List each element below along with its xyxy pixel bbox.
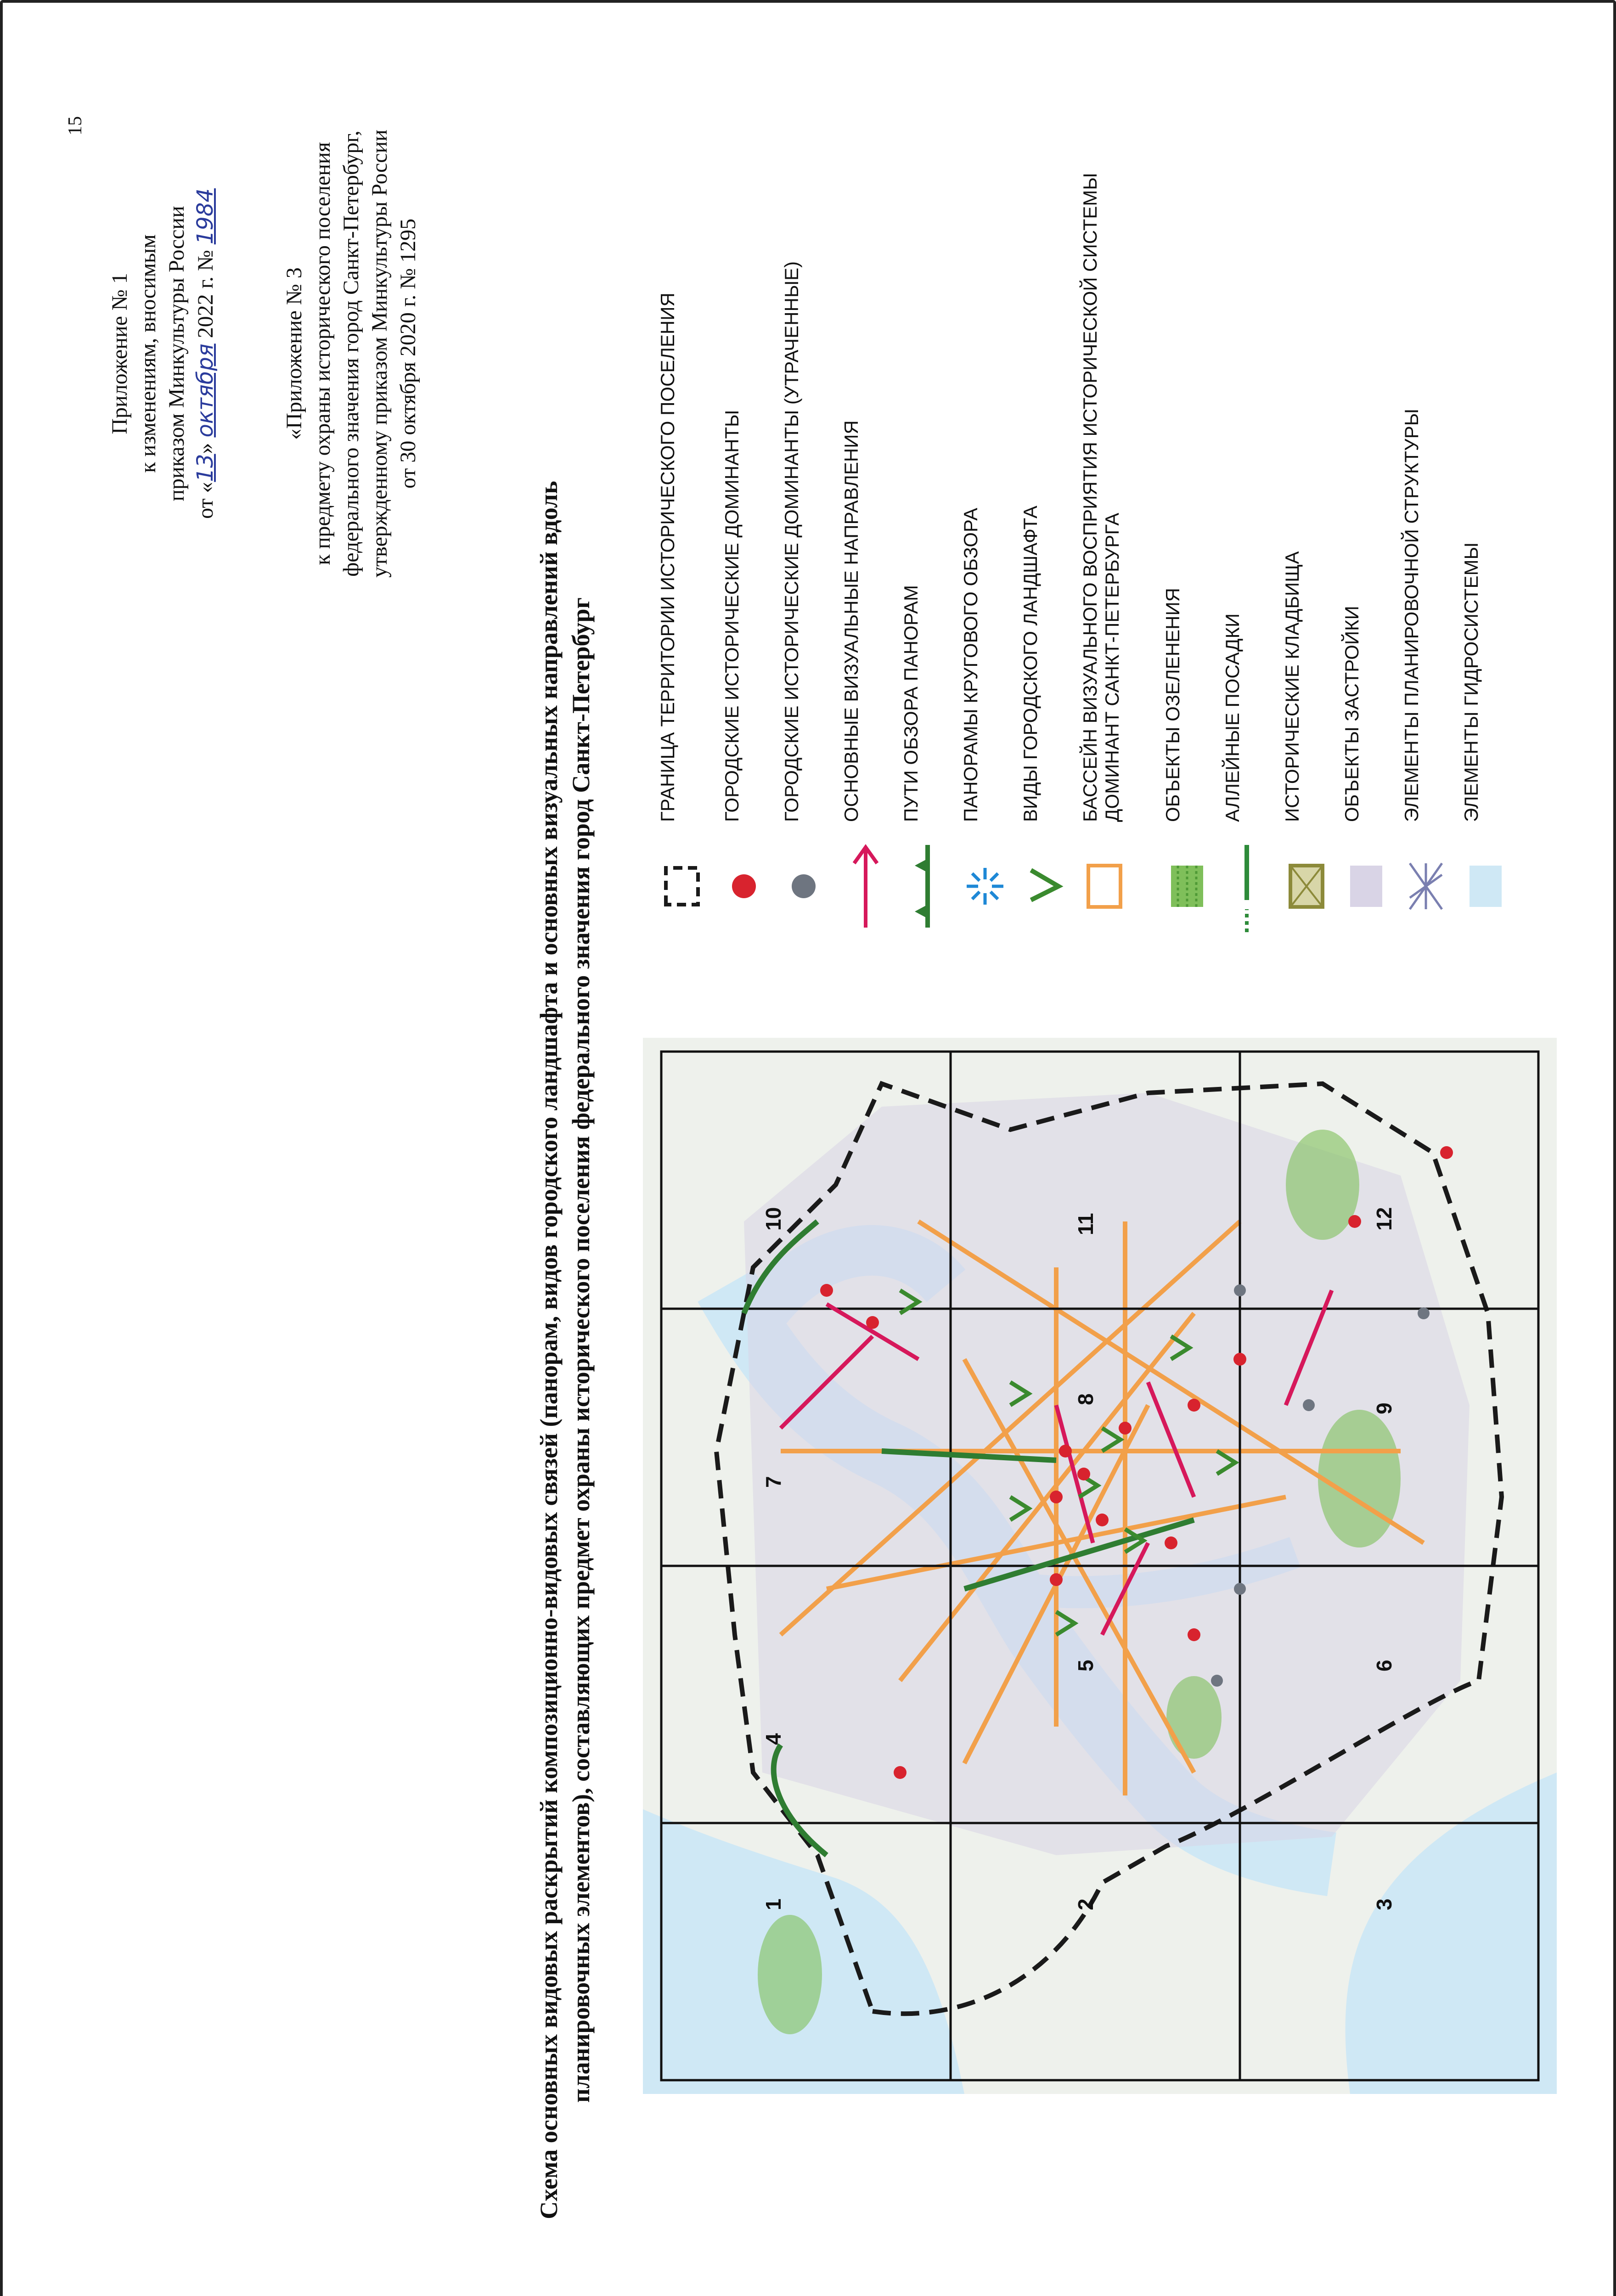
legend-row-panorama-path xyxy=(900,64,951,937)
greenery-1 xyxy=(758,1915,822,2034)
legend-swatch-boundary xyxy=(657,836,707,937)
map-svg xyxy=(643,1038,1557,2094)
legend-swatch-greenery xyxy=(1162,836,1212,937)
greenery-4 xyxy=(1166,1676,1222,1759)
legend-row-dominant xyxy=(721,64,771,937)
handwritten-month: октября xyxy=(192,343,218,438)
approval-1-line1: Приложение № 1 xyxy=(107,273,132,434)
legend-row-dominant-lost xyxy=(781,64,831,937)
legend-row-alley xyxy=(1222,64,1272,937)
greenery-2 xyxy=(1318,1410,1401,1548)
legend-label-greenery: ОБЪЕКТЫ ОЗЕЛЕНЕНИЯ xyxy=(1162,588,1183,822)
legend-label-planning: ЭЛЕМЕНТЫ ПЛАНИРОВОЧНОЙ СТРУКТУРЫ xyxy=(1401,409,1422,822)
legend-swatch-dominant xyxy=(721,836,771,937)
map-container xyxy=(643,1038,1557,2094)
legend-swatch-alley xyxy=(1222,836,1272,937)
sector-label-11: 11 xyxy=(1074,1213,1098,1235)
sector-label-9: 9 xyxy=(1372,1402,1396,1414)
legend-row-circular-panorama xyxy=(960,64,1010,937)
sector-label-7: 7 xyxy=(761,1476,785,1488)
legend-swatch-landscape-view xyxy=(1019,836,1070,937)
approval-2-line5: от 30 октября 2020 г. № 1295 xyxy=(396,218,420,489)
legend-row-greenery xyxy=(1162,64,1212,937)
handwritten-day: 13 xyxy=(192,454,218,482)
legend-swatch-circular-panorama xyxy=(960,836,1010,937)
sector-label-8: 8 xyxy=(1074,1393,1098,1405)
legend-row-cemetery xyxy=(1281,64,1332,937)
legend-label-buildings: ОБЪЕКТЫ ЗАСТРОЙКИ xyxy=(1341,606,1363,822)
date-prefix: от « xyxy=(193,482,218,519)
legend-label-cemetery: ИСТОРИЧЕСКИЕ КЛАДБИЩА xyxy=(1281,551,1303,822)
sector-label-4: 4 xyxy=(761,1733,785,1745)
legend-row-hydro xyxy=(1460,64,1511,937)
sector-label-6: 6 xyxy=(1372,1660,1396,1671)
approval-1-line3: приказом Минкультуры России xyxy=(164,206,189,501)
sector-label-2: 2 xyxy=(1074,1898,1098,1910)
sector-label-5: 5 xyxy=(1074,1660,1098,1671)
date-mid: » xyxy=(193,437,218,454)
legend-label-circular-panorama: ПАНОРАМЫ КРУГОВОГО ОБЗОРА xyxy=(960,507,981,822)
legend-row-visual-direction xyxy=(840,64,891,937)
legend-row-visual-basin xyxy=(1079,64,1153,937)
approval-2-line4: утвержденному приказом Минкультуры России xyxy=(367,129,392,578)
legend-label-panorama-path: ПУТИ ОБЗОРА ПАНОРАМ xyxy=(900,585,922,822)
map-legend xyxy=(657,64,1557,937)
approval-2-line2: к предмету охраны исторического поселения xyxy=(310,142,335,565)
legend-row-boundary xyxy=(657,64,707,937)
legend-swatch-dominant-lost xyxy=(781,836,831,937)
handwritten-number: 1984 xyxy=(192,188,218,245)
legend-swatch-buildings xyxy=(1341,836,1391,937)
legend-swatch-hydro xyxy=(1460,836,1511,937)
legend-label-dominant-lost: ГОРОДСКИЕ ИСТОРИЧЕСКИЕ ДОМИНАНТЫ (УТРАЧЕННЫЕ) xyxy=(781,261,802,822)
approval-2-line3: федерального значения город Санкт-Петербург, xyxy=(339,130,363,577)
legend-label-landscape-view: ВИДЫ ГОРОДСКОГО ЛАНДШАФТА xyxy=(1019,506,1041,822)
legend-row-landscape-view xyxy=(1019,64,1070,937)
page-number: 15 xyxy=(65,116,86,135)
legend-swatch-cemetery xyxy=(1281,836,1332,937)
sector-label-1: 1 xyxy=(761,1898,785,1910)
legend-label-visual-direction: ОСНОВНЫЕ ВИЗУАЛЬНЫЕ НАПРАВЛЕНИЯ xyxy=(840,420,862,822)
greenery-3 xyxy=(1286,1130,1359,1240)
legend-label-boundary: ГРАНИЦА ТЕРРИТОРИИ ИСТОРИЧЕСКОГО ПОСЕЛЕНИЯ xyxy=(657,293,678,822)
legend-label-alley: АЛЛЕЙНЫЕ ПОСАДКИ xyxy=(1222,613,1243,822)
legend-swatch-planning xyxy=(1401,836,1451,937)
legend-label-visual-basin: БАССЕЙН ВИЗУАЛЬНОГО ВОСПРИЯТИЯ ИСТОРИЧЕСКОЙ СИСТЕМЫ ДОМИНАНТ САНКТ-ПЕТЕРБУРГА xyxy=(1079,173,1123,822)
legend-swatch-visual-basin xyxy=(1079,836,1130,937)
legend-label-hydro: ЭЛЕМЕНТЫ ГИДРОСИСТЕМЫ xyxy=(1460,542,1482,822)
approval-block-2 xyxy=(280,64,422,643)
approval-1-line2: к изменениям, вносимым xyxy=(136,234,160,473)
sector-label-3: 3 xyxy=(1372,1898,1396,1910)
scheme-title: Схема основных видовых раскрытий композиционно-видовых связей (панорам, видов городского ландшафта и основных визуальных направлений вдоль планировочных элементов), составляющих предмет охраны исторического поселения федерального значения город Санкт-Петербург xyxy=(535,481,595,2219)
legend-row-planning xyxy=(1401,64,1451,937)
sector-label-12: 12 xyxy=(1372,1207,1396,1231)
legend-row-buildings xyxy=(1341,64,1391,937)
approval-block-1 xyxy=(106,64,220,643)
legend-swatch-panorama-path xyxy=(900,836,951,937)
approval-1-date-line xyxy=(191,64,220,643)
legend-label-dominant: ГОРОДСКИЕ ИСТОРИЧЕСКИЕ ДОМИНАНТЫ xyxy=(721,410,743,822)
approval-2-line1: «Приложение № 3 xyxy=(282,267,306,440)
sector-label-10: 10 xyxy=(761,1207,785,1231)
year-text: 2022 г. № xyxy=(193,244,218,344)
legend-swatch-visual-direction xyxy=(840,836,891,937)
